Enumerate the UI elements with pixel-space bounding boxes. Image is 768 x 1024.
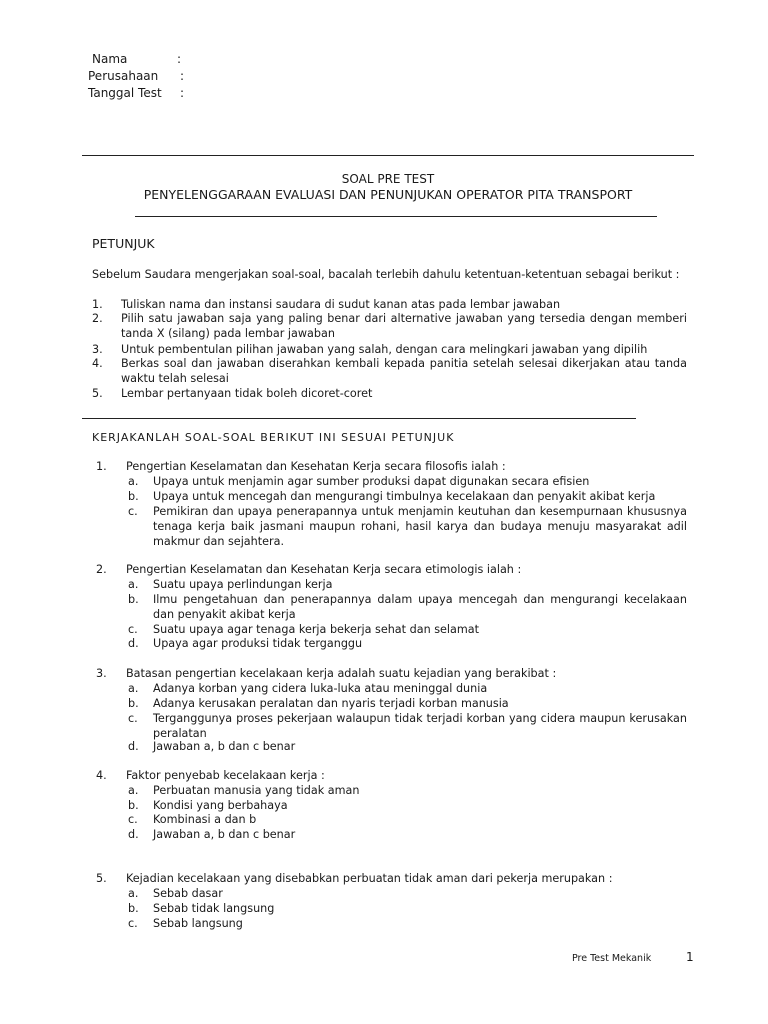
page-number: 1 (686, 950, 694, 964)
option-text: Perbuatan manusia yang tidak aman (153, 784, 360, 797)
divider-title (135, 216, 657, 217)
option-letter: a. (128, 475, 139, 488)
question-number: 1. (96, 460, 107, 473)
option-text: Ilmu pengetahuan dan penerapannya dalam upaya mencegah dan mengurangi kecelakaan dan penyakit akibat kerja (153, 593, 687, 621)
question-text: Kejadian kecelakaan yang disebabkan perbuatan tidak aman dari pekerja merupakan : (126, 872, 613, 885)
option-text: Suatu upaya perlindungan kerja (153, 578, 333, 591)
field-company-sep: : (180, 69, 185, 83)
instructions-intro: Sebelum Saudara mengerjakan soal-soal, bacalah terlebih dahulu ketentuan-ketentuan sebagai berikut : (92, 268, 680, 281)
option-text: Upaya untuk menjamin agar sumber produksi dapat digunakan secara efisien (153, 475, 590, 488)
option-letter: a. (128, 784, 139, 797)
option-letter: b. (128, 697, 139, 710)
instruction-item: Untuk pembentulan pilihan jawaban yang salah, dengan cara melingkari jawaban yang dipilih (121, 343, 648, 356)
option-letter: c. (128, 623, 138, 636)
option-letter: c. (128, 505, 138, 518)
field-name-sep: : (177, 52, 182, 66)
option-letter: d. (128, 740, 139, 753)
question-number: 2. (96, 563, 107, 576)
question-number: 3. (96, 667, 107, 680)
page-title: SOAL PRE TEST (341, 172, 435, 186)
option-letter: c. (128, 712, 138, 725)
option-text: Adanya korban yang cidera luka-luka atau meninggal dunia (153, 682, 488, 695)
option-letter: a. (128, 887, 139, 900)
option-text: Kondisi yang berbahaya (153, 799, 288, 812)
option-text: Sebab langsung (153, 917, 243, 930)
option-text: Pemikiran dan upaya penerapannya untuk menjamin keutuhan dan kesempurnaan khususnya tenaga kerja baik jasmani maupun rohani, hasil karya dan budaya menuju masyarakat adil makmur dan sejahtera. (153, 505, 687, 548)
instruction-number: 2. (92, 312, 103, 325)
page-subtitle: PENYELENGGARAAN EVALUASI DAN PENUNJUKAN OPERATOR PITA TRANSPORT (143, 187, 633, 202)
question-text: Faktor penyebab kecelakaan kerja : (126, 769, 325, 782)
option-letter: d. (128, 637, 139, 650)
option-text: Terganggunya proses pekerjaan walaupun tidak terjadi korban yang cidera maupun kerusakan peralatan (153, 712, 687, 740)
divider-top (82, 155, 694, 156)
divider-instructions (82, 418, 636, 419)
option-text: Upaya agar produksi tidak terganggu (153, 637, 363, 650)
option-letter: b. (128, 799, 139, 812)
question-text: Pengertian Keselamatan dan Kesehatan Kerja secara filosofis ialah : (126, 460, 506, 473)
option-text: Kombinasi a dan b (153, 813, 257, 826)
option-letter: c. (128, 813, 138, 826)
option-text: Suatu upaya agar tenaga kerja bekerja sehat dan selamat (153, 623, 480, 636)
option-text: Jawaban a, b dan c benar (153, 828, 296, 841)
option-text: Sebab tidak langsung (153, 902, 275, 915)
option-letter: a. (128, 682, 139, 695)
instruction-number: 1. (92, 298, 103, 311)
option-letter: b. (128, 902, 139, 915)
instruction-number: 4. (92, 357, 103, 370)
option-letter: b. (128, 490, 139, 503)
instruction-item: Lembar pertanyaan tidak boleh dicoret-coret (121, 387, 373, 400)
field-company-label: Perusahaan (88, 69, 159, 83)
question-number: 4. (96, 769, 107, 782)
option-letter: c. (128, 917, 138, 930)
field-date-sep: : (180, 86, 185, 100)
instructions-heading: PETUNJUK (92, 236, 155, 251)
option-text: Adanya kerusakan peralatan dan nyaris terjadi korban manusia (153, 697, 509, 710)
option-text: Upaya untuk mencegah dan mengurangi timbulnya kecelakaan dan penyakit akibat kerja (153, 490, 656, 503)
question-number: 5. (96, 872, 107, 885)
instruction-item: Tuliskan nama dan instansi saudara di sudut kanan atas pada lembar jawaban (121, 298, 561, 311)
instruction-item: Pilih satu jawaban saja yang paling benar dari alternative jawaban yang tersedia dengan memberi tanda X (silang) pada lembar jawaban (121, 312, 687, 340)
option-text: Sebab dasar (153, 887, 223, 900)
question-text: Batasan pengertian kecelakaan kerja adalah suatu kejadian yang berakibat : (126, 667, 557, 680)
section-heading: KERJAKANLAH SOAL-SOAL BERIKUT INI SESUAI PETUNJUK (92, 431, 455, 444)
option-letter: b. (128, 593, 139, 606)
question-text: Pengertian Keselamatan dan Kesehatan Kerja secara etimologis ialah : (126, 563, 522, 576)
footer-label: Pre Test Mekanik (572, 953, 652, 964)
field-date-label: Tanggal Test (88, 86, 162, 100)
instruction-number: 3. (92, 343, 103, 356)
field-name-label: Nama (92, 52, 128, 66)
instruction-number: 5. (92, 387, 103, 400)
option-letter: d. (128, 828, 139, 841)
instruction-item: Berkas soal dan jawaban diserahkan kembali kepada panitia setelah selesai dikerjakan atau tanda waktu telah selesai (121, 357, 687, 385)
option-letter: a. (128, 578, 139, 591)
option-text: Jawaban a, b dan c benar (153, 740, 296, 753)
